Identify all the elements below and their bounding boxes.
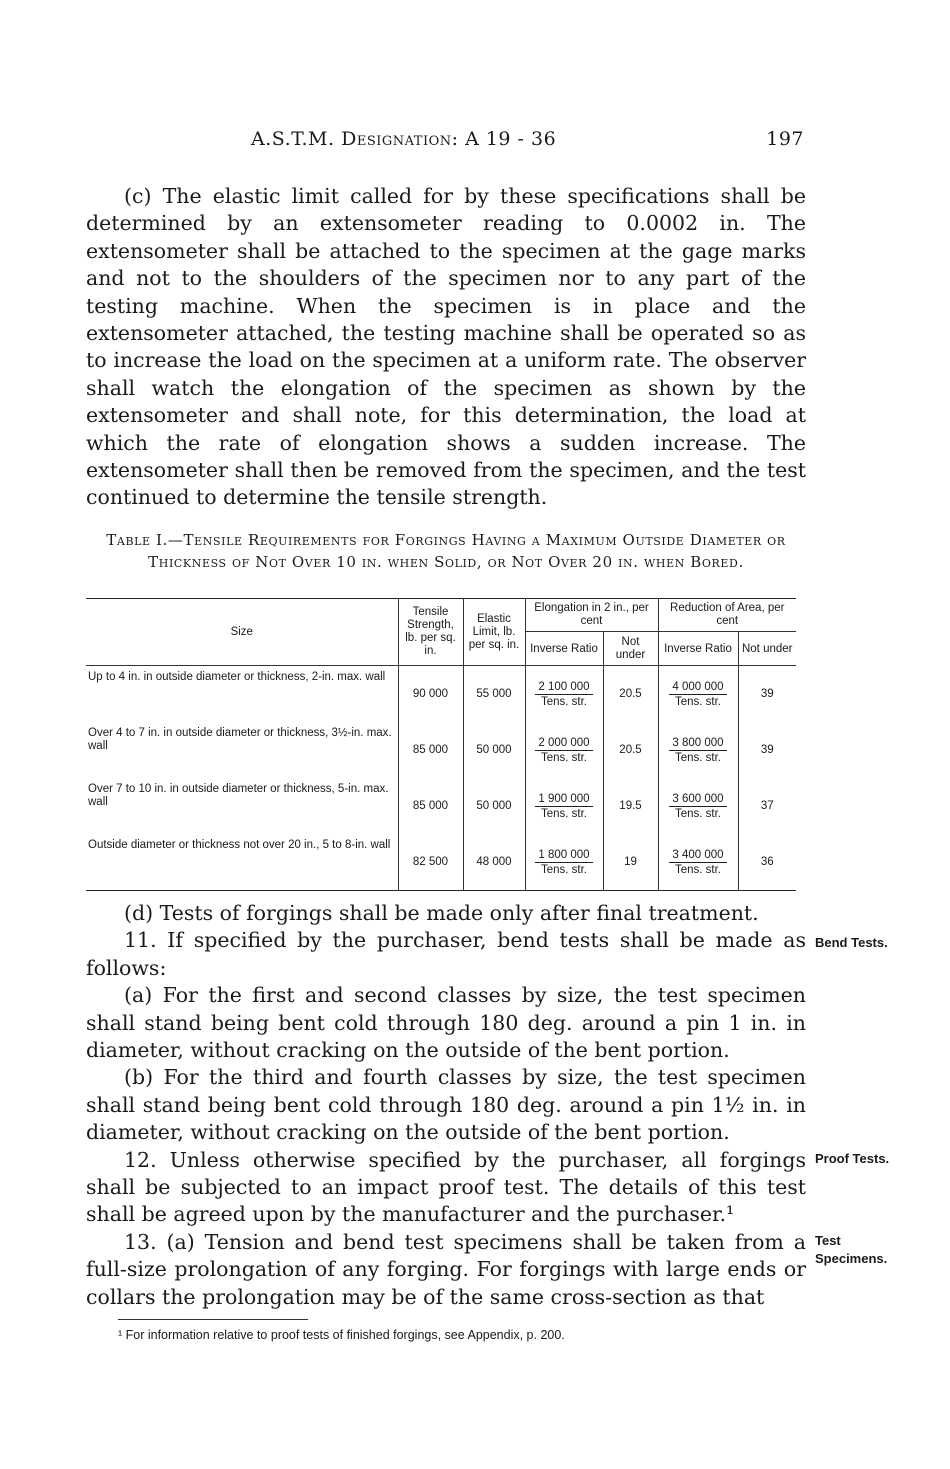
margin-note-bend-tests: Bend Tests. xyxy=(815,935,888,950)
cell-reduction-not-under: 37 xyxy=(738,778,796,834)
fraction-numerator: 3 400 000 xyxy=(669,848,726,863)
cell-size: Outside diameter or thickness not over 20 in., 5 to 8-in. wall xyxy=(88,839,391,851)
fraction-denominator: Tens. str. xyxy=(674,695,721,708)
fraction xyxy=(535,848,592,877)
paragraph-d: (d) Tests of forgings shall be made only after final treatment. xyxy=(124,901,759,925)
fraction-numerator: 1 800 000 xyxy=(535,848,592,863)
page-number: 197 xyxy=(766,128,804,150)
cell-tensile: 90 000 xyxy=(398,666,463,723)
cell-elastic: 55 000 xyxy=(463,666,525,723)
paragraph-13: 13. (a) Tension and bend test specimens shall be taken from a full-size prolongation of any forging. For forgings with large ends or collars the prolongation may be of the same cross-section as that xyxy=(86,1229,806,1309)
cell-elongation-ratio xyxy=(525,722,603,778)
cell-reduction-not-under: 36 xyxy=(738,834,796,891)
fraction xyxy=(669,792,726,821)
margin-note-test-specimens: Test Specimens. xyxy=(815,1233,888,1266)
cell-elastic: 48 000 xyxy=(463,834,525,891)
cell-size: Over 4 to 7 in. in outside diameter or thickness, 3½-in. max. wall xyxy=(88,727,392,752)
body-text-bottom xyxy=(86,900,806,1311)
fraction xyxy=(669,848,726,877)
fraction-denominator: Tens. str. xyxy=(540,695,587,708)
fraction-denominator: Tens. str. xyxy=(540,863,587,876)
header-size: Size xyxy=(230,625,253,638)
cell-elastic: 50 000 xyxy=(463,722,525,778)
table-row xyxy=(86,778,796,834)
header-elastic-limit: Elastic Limit, lb. per sq. in. xyxy=(463,599,525,666)
fraction-denominator: Tens. str. xyxy=(540,751,587,764)
tensile-requirements-table xyxy=(86,598,796,891)
header-elongation-inverse-ratio: Inverse Ratio xyxy=(525,632,603,666)
header-reduction-not-under: Not under xyxy=(738,632,796,666)
cell-elongation-not-under: 20.5 xyxy=(603,666,658,723)
fraction-numerator: 3 600 000 xyxy=(669,792,726,807)
fraction-denominator: Tens. str. xyxy=(674,807,721,820)
fraction xyxy=(669,736,726,765)
table-row xyxy=(86,722,796,778)
cell-elongation-not-under: 20.5 xyxy=(603,722,658,778)
cell-elongation-ratio xyxy=(525,834,603,891)
fraction-numerator: 4 000 000 xyxy=(669,680,726,695)
cell-reduction-not-under: 39 xyxy=(738,666,796,723)
paragraph-12: 12. Unless otherwise specified by the purchaser, all forgings shall be subjected to an impact proof test. The details of this test shall be agreed upon by the manufacturer and the purchaser.¹ xyxy=(86,1147,806,1227)
cell-reduction-ratio xyxy=(658,722,738,778)
cell-elongation-not-under: 19.5 xyxy=(603,778,658,834)
cell-tensile: 85 000 xyxy=(398,722,463,778)
margin-note-proof-tests: Proof Tests. xyxy=(815,1151,890,1166)
table-caption: Table I.—Tensile Requirements for Forgings Having a Maximum Outside Diameter or Thickness of Not Over 10 in. when Solid, or Not Over 20 in. when Bored. xyxy=(106,531,786,571)
cell-elongation-ratio xyxy=(525,778,603,834)
body-text-top xyxy=(86,183,806,512)
cell-size: Over 7 to 10 in. in outside diameter or thickness, 5-in. max. wall xyxy=(88,783,389,808)
fraction-numerator: 2 000 000 xyxy=(535,736,592,751)
cell-tensile: 85 000 xyxy=(398,778,463,834)
table-row xyxy=(86,666,796,723)
paragraph-11a: (a) For the first and second classes by size, the test specimen shall stand being bent cold through 180 deg. around a pin 1 in. in diameter, without cracking on the outside of the bent portion. xyxy=(86,983,806,1063)
designation-title: A.S.T.M. Designation: A 19 - 36 xyxy=(251,128,557,150)
cell-reduction-ratio xyxy=(658,666,738,723)
header-elongation: Elongation in 2 in., per cent xyxy=(525,599,658,632)
footnote: ¹ For information relative to proof tests of finished forgings, see Appendix, p. 200. xyxy=(118,1328,565,1342)
paragraph-11: 11. If specified by the purchaser, bend tests shall be made as follows: xyxy=(86,928,806,980)
cell-reduction-not-under: 39 xyxy=(738,722,796,778)
paragraph-11b: (b) For the third and fourth classes by size, the test specimen shall stand being bent cold through 180 deg. around a pin 1½ in. in diameter, without cracking on the outside of the bent portion. xyxy=(86,1065,806,1145)
fraction-denominator: Tens. str. xyxy=(540,807,587,820)
fraction xyxy=(535,680,592,709)
cell-elastic: 50 000 xyxy=(463,778,525,834)
fraction-denominator: Tens. str. xyxy=(674,863,721,876)
footnote-rule xyxy=(118,1319,308,1320)
cell-reduction-ratio xyxy=(658,834,738,891)
cell-elongation-not-under: 19 xyxy=(603,834,658,891)
header-elongation-not-under: Not under xyxy=(603,632,658,666)
cell-reduction-ratio xyxy=(658,778,738,834)
fraction xyxy=(669,680,726,709)
fraction xyxy=(535,792,592,821)
cell-tensile: 82 500 xyxy=(398,834,463,891)
header-tensile-strength: Tensile Strength, lb. per sq. in. xyxy=(398,599,463,666)
fraction-numerator: 2 100 000 xyxy=(535,680,592,695)
cell-elongation-ratio xyxy=(525,666,603,723)
cell-size: Up to 4 in. in outside diameter or thickness, 2-in. max. wall xyxy=(88,671,386,683)
fraction-denominator: Tens. str. xyxy=(674,751,721,764)
fraction-numerator: 1 900 000 xyxy=(535,792,592,807)
header-reduction-of-area: Reduction of Area, per cent xyxy=(658,599,796,632)
fraction xyxy=(535,736,592,765)
table-row xyxy=(86,834,796,891)
paragraph-c: (c) The elastic limit called for by these specifications shall be determined by an extensometer reading to 0.0002 in. The extensometer shall be attached to the specimen at the gage marks and not to the shoulders of the specimen nor to any part of the testing machine. When the specimen is in place and the extensometer attached, the testing machine shall be operated so as to increase the load on the specimen at a uniform rate. The observer shall watch the elongation of the specimen as shown by the extensometer and shall note, for this determination, the load at which the rate of elongation shows a sudden increase. The extensometer shall then be removed from the specimen, and the test continued to determine the tensile strength. xyxy=(86,184,806,510)
header-reduction-inverse-ratio: Inverse Ratio xyxy=(658,632,738,666)
fraction-numerator: 3 800 000 xyxy=(669,736,726,751)
